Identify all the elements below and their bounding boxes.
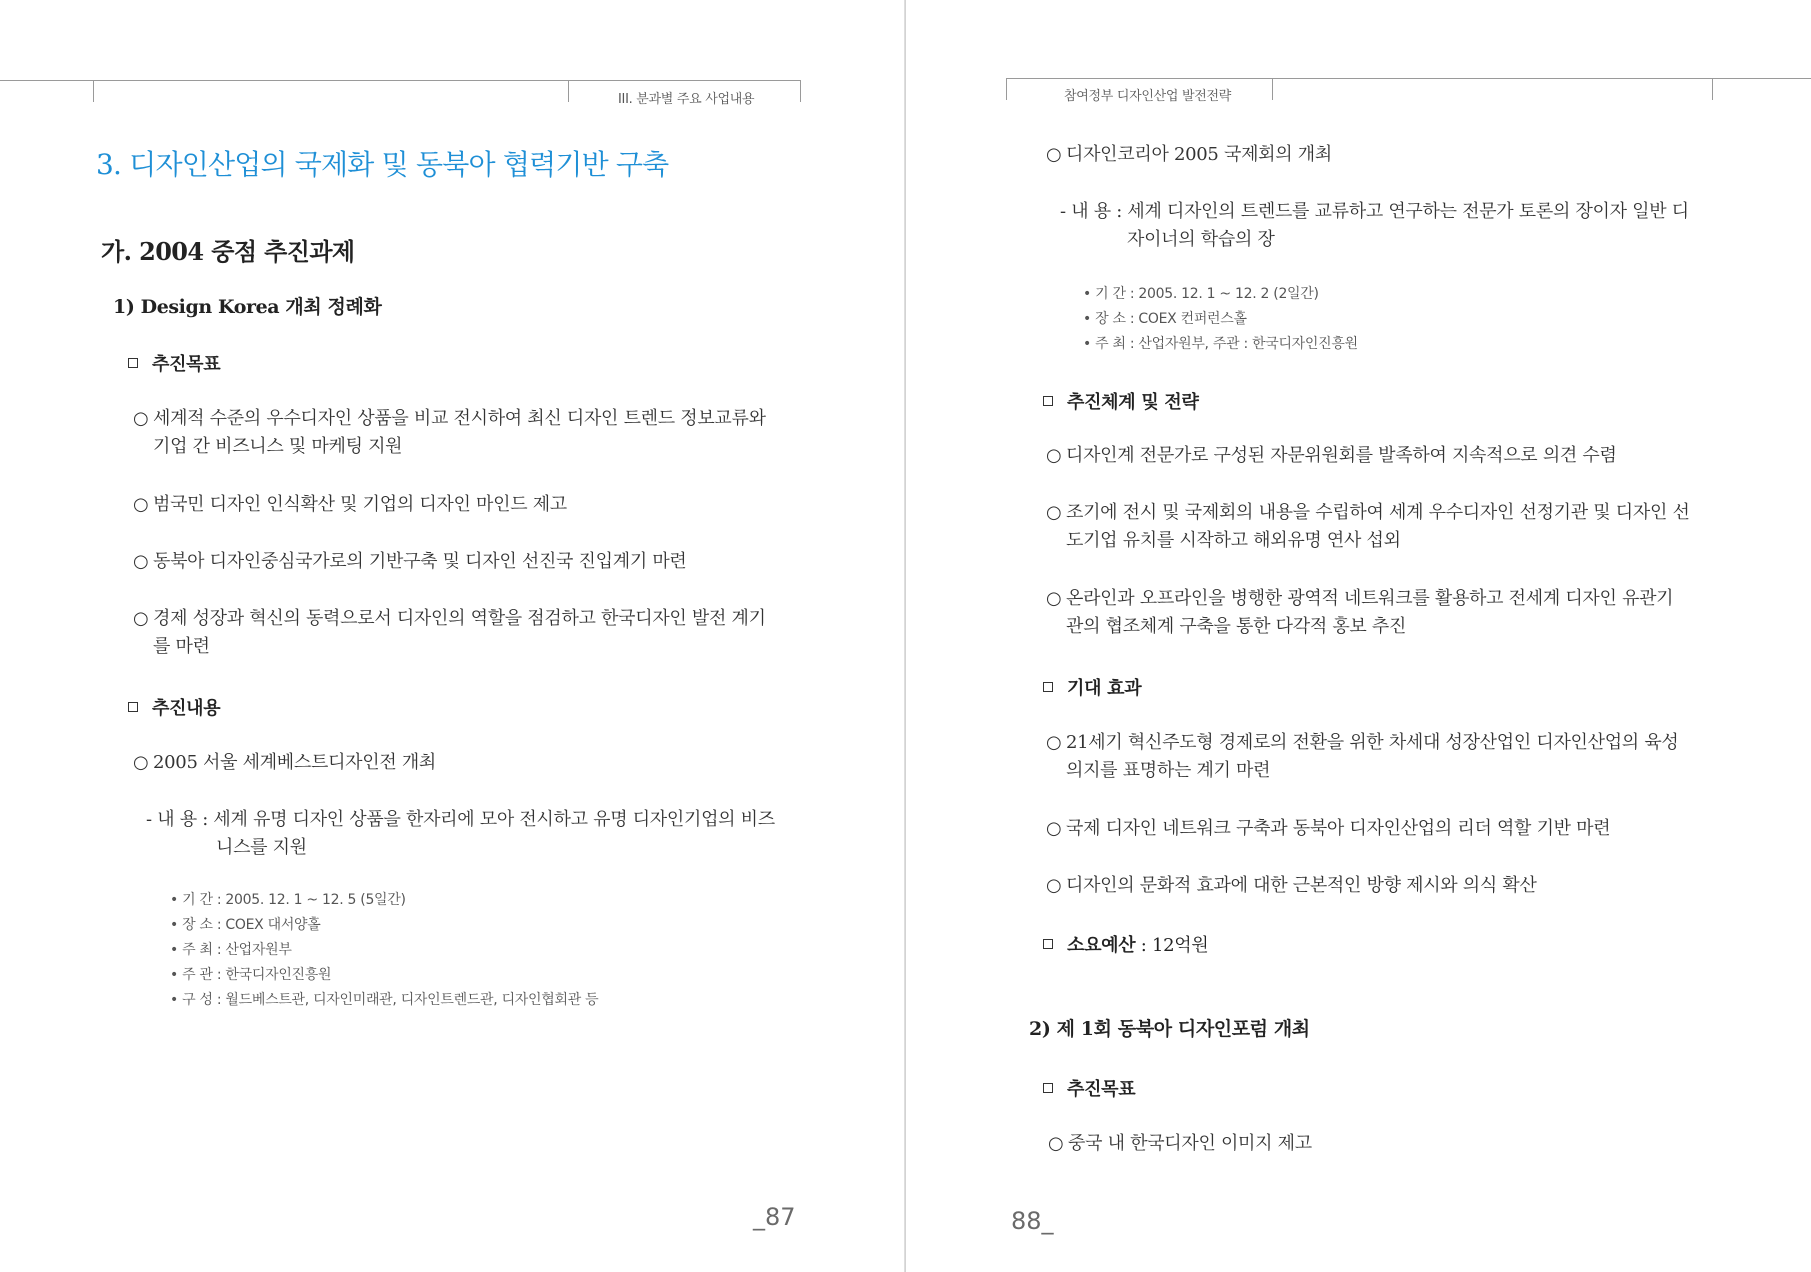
list-item: ○ 온라인과 오프라인을 병행한 광역적 네트워크를 활용하고 전세계 디자인 유관기 관의 협조체계 구축을 통한 다각적 홍보 추진	[1046, 585, 1673, 641]
circle-bullet-icon: ○	[1048, 1133, 1064, 1154]
circle-bullet-icon: ○	[133, 551, 149, 572]
content-heading: 추진내용	[128, 694, 220, 720]
header-rule	[1006, 78, 1811, 79]
list-item: ○ 중국 내 한국디자인 이미지 제고	[1048, 1130, 1312, 1158]
square-bullet-icon	[128, 358, 138, 368]
circle-bullet-icon: ○	[1046, 732, 1062, 753]
circle-bullet-icon: ○	[1046, 502, 1062, 523]
goal-heading: 추진목표	[1043, 1075, 1135, 1101]
square-bullet-icon	[1043, 939, 1053, 949]
circle-bullet-icon: ○	[133, 494, 149, 515]
header-tick	[1712, 78, 1713, 100]
header-tick	[800, 80, 801, 102]
square-bullet-icon	[128, 702, 138, 712]
running-header: 참여정부 디자인산업 발전전략	[1064, 89, 1232, 104]
circle-bullet-icon: ○	[1046, 818, 1062, 839]
subsection-title: 가. 2004 중점 추진과제	[101, 237, 355, 266]
detail-venue: • 장 소 : COEX 대서양홀	[170, 917, 321, 933]
header-tick	[1272, 78, 1273, 100]
list-item: ○ 21세기 혁신주도형 경제로의 전환을 위한 차세대 성장산업인 디자인산업의 육성 의지를 표명하는 계기 마련	[1046, 729, 1679, 785]
goal-heading: 추진목표	[128, 350, 220, 376]
detail-host: • 주 최 : 산업자원부	[170, 942, 292, 958]
list-item: ○ 세계적 수준의 우수디자인 상품을 비교 전시하여 최신 디자인 트렌드 정보교류와 기업 간 비즈니스 및 마케팅 지원	[133, 405, 766, 461]
detail-composition: • 구 성 : 월드베스트관, 디자인미래관, 디자인트렌드관, 디자인협회관 등	[170, 992, 599, 1008]
running-header: III. 분과별 주요 사업내용	[618, 92, 755, 107]
list-item: ○ 범국민 디자인 인식확산 및 기업의 디자인 마인드 제고	[133, 491, 567, 519]
right-page	[906, 0, 1811, 1272]
circle-bullet-icon: ○	[133, 408, 149, 429]
budget-line: 소요예산 : 12억원	[1043, 931, 1208, 957]
circle-bullet-icon: ○	[1046, 588, 1062, 609]
page-number: 88_	[1011, 1207, 1054, 1235]
item-title: 1) Design Korea 개최 정례화	[113, 296, 382, 318]
list-item: ○ 경제 성장과 혁신의 동력으로서 디자인의 역할을 점검하고 한국디자인 발전 계기 를 마련	[133, 605, 766, 661]
circle-bullet-icon: ○	[133, 752, 149, 773]
square-bullet-icon	[1043, 396, 1053, 406]
event-details	[170, 888, 598, 1013]
list-item: ○ 국제 디자인 네트워크 구축과 동북아 디자인산업의 리더 역할 기반 마련	[1046, 815, 1610, 843]
list-item: ○ 조기에 전시 및 국제회의 내용을 수립하여 세계 우수디자인 선정기관 및 디자인 선 도기업 유치를 시작하고 해외유명 연사 섭외	[1046, 499, 1690, 555]
section-title: 3. 디자인산업의 국제화 및 동북아 협력기반 구축	[96, 148, 669, 181]
item2-title: 2) 제 1회 동북아 디자인포럼 개최	[1029, 1018, 1310, 1040]
list-item: ○ 동북아 디자인중심국가로의 기반구축 및 디자인 선진국 진입계기 마련	[133, 548, 687, 576]
list-item: ○ 2005 서울 세계베스트디자인전 개최	[133, 749, 436, 777]
left-page	[0, 0, 905, 1272]
list-item: ○ 디자인코리아 2005 국제회의 개최	[1046, 141, 1332, 169]
effect-heading: 기대 효과	[1043, 674, 1141, 700]
header-tick	[1006, 78, 1007, 100]
circle-bullet-icon: ○	[1046, 875, 1062, 896]
detail-venue: • 장 소 : COEX 컨퍼런스홀	[1083, 311, 1247, 327]
header-rule	[0, 80, 800, 81]
strategy-heading: 추진체계 및 전략	[1043, 388, 1199, 414]
header-tick	[93, 80, 94, 102]
detail-period: • 기 간 : 2005. 12. 1 ~ 12. 5 (5일간)	[170, 892, 406, 908]
event-content: - 내 용 : 세계 유명 디자인 상품을 한자리에 모아 전시하고 유명 디자인기업의 비즈 니스를 지원	[146, 809, 775, 858]
event-content: - 내 용 : 세계 디자인의 트렌드를 교류하고 연구하는 전문가 토론의 장이자 일반 디 자이너의 학습의 장	[1060, 201, 1689, 250]
circle-bullet-icon: ○	[1046, 445, 1062, 466]
square-bullet-icon	[1043, 682, 1053, 692]
page-number: _87	[753, 1203, 796, 1231]
circle-bullet-icon: ○	[1046, 144, 1062, 165]
circle-bullet-icon: ○	[133, 608, 149, 629]
detail-period: • 기 간 : 2005. 12. 1 ~ 12. 2 (2일간)	[1083, 286, 1319, 302]
list-item: ○ 디자인계 전문가로 구성된 자문위원회를 발족하여 지속적으로 의견 수렴	[1046, 442, 1617, 470]
detail-host: • 주 최 : 산업자원부, 주관 : 한국디자인진흥원	[1083, 336, 1358, 352]
list-item: ○ 디자인의 문화적 효과에 대한 근본적인 방향 제시와 의식 확산	[1046, 872, 1537, 900]
square-bullet-icon	[1043, 1083, 1053, 1093]
detail-organizer: • 주 관 : 한국디자인진흥원	[170, 967, 332, 983]
header-tick	[568, 80, 569, 102]
event-details	[1083, 282, 1358, 357]
